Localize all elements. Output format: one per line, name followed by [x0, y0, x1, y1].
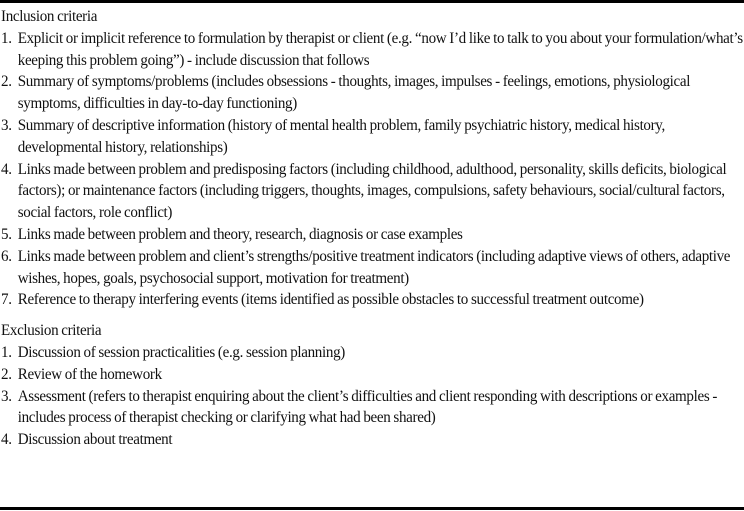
item-number: 4.	[1, 159, 12, 178]
item-number: 3.	[1, 386, 12, 405]
bottom-rule	[0, 507, 744, 510]
exclusion-list	[1, 342, 744, 451]
list-item	[1, 386, 744, 430]
item-number: 6.	[1, 246, 12, 265]
list-item	[1, 159, 744, 224]
list-item	[1, 364, 744, 386]
item-text: Assessment (refers to therapist enquiring about the client’s difficulties and client responding with descriptions or examples - includes process of therapist checking or clarifying what had been shared)	[17, 386, 718, 427]
item-text: Discussion about treatment	[17, 430, 173, 449]
list-item	[1, 115, 744, 159]
item-text: Links made between problem and predisposing factors (including childhood, adulthood, personality, skills deficits, biological factors); or maintenance factors (including triggers, thoughts, images, compulsions, safety behaviours, social/cultural factors, social factors, role conflict)	[17, 159, 727, 222]
item-text: Summary of symptoms/problems (includes obsessions - thoughts, images, impulses - feelings, emotions, physiological symptoms, difficulties in day-to-day functioning)	[17, 72, 691, 113]
item-text: Summary of descriptive information (history of mental health problem, family psychiatric history, medical history, developmental history, relationships)	[17, 115, 665, 156]
list-item	[1, 342, 744, 364]
item-number: 7.	[1, 290, 12, 309]
item-number: 1.	[1, 28, 12, 47]
item-number: 4.	[1, 430, 12, 449]
list-item	[1, 429, 744, 451]
item-number: 5.	[1, 224, 12, 243]
list-item	[1, 71, 744, 115]
item-number: 3.	[1, 115, 12, 134]
item-text: Links made between problem and theory, research, diagnosis or case examples	[17, 224, 463, 243]
item-text: Discussion of session practicalities (e.g. session planning)	[17, 342, 345, 361]
item-text: Review of the homework	[17, 364, 162, 383]
item-text: Reference to therapy interfering events (items identified as possible obstacles to successful treatment outcome)	[17, 290, 644, 309]
item-text: Explicit or implicit reference to formulation by therapist or client (e.g. “now I’d like to talk to you about your formulation/what’s keeping this problem going”) - include discussion that follows	[17, 28, 743, 69]
section-spacer	[1, 311, 744, 320]
item-number: 2.	[1, 72, 12, 91]
top-rule	[0, 0, 744, 3]
inclusion-list	[1, 28, 744, 311]
list-item	[1, 246, 744, 290]
item-text: Links made between problem and client’s strengths/positive treatment indicators (including adaptive views of others, adaptive wishes, hopes, goals, psychosocial support, motivation for treatment)	[17, 246, 731, 287]
list-item	[1, 224, 744, 246]
exclusion-heading: Exclusion criteria	[1, 321, 102, 340]
inclusion-heading: Inclusion criteria	[1, 7, 98, 25]
item-number: 1.	[1, 342, 12, 361]
exclusion-section	[1, 320, 744, 451]
inclusion-section	[1, 6, 744, 311]
list-item	[1, 289, 744, 311]
table-body	[1, 6, 744, 451]
list-item	[1, 28, 744, 72]
item-number: 2.	[1, 364, 12, 383]
